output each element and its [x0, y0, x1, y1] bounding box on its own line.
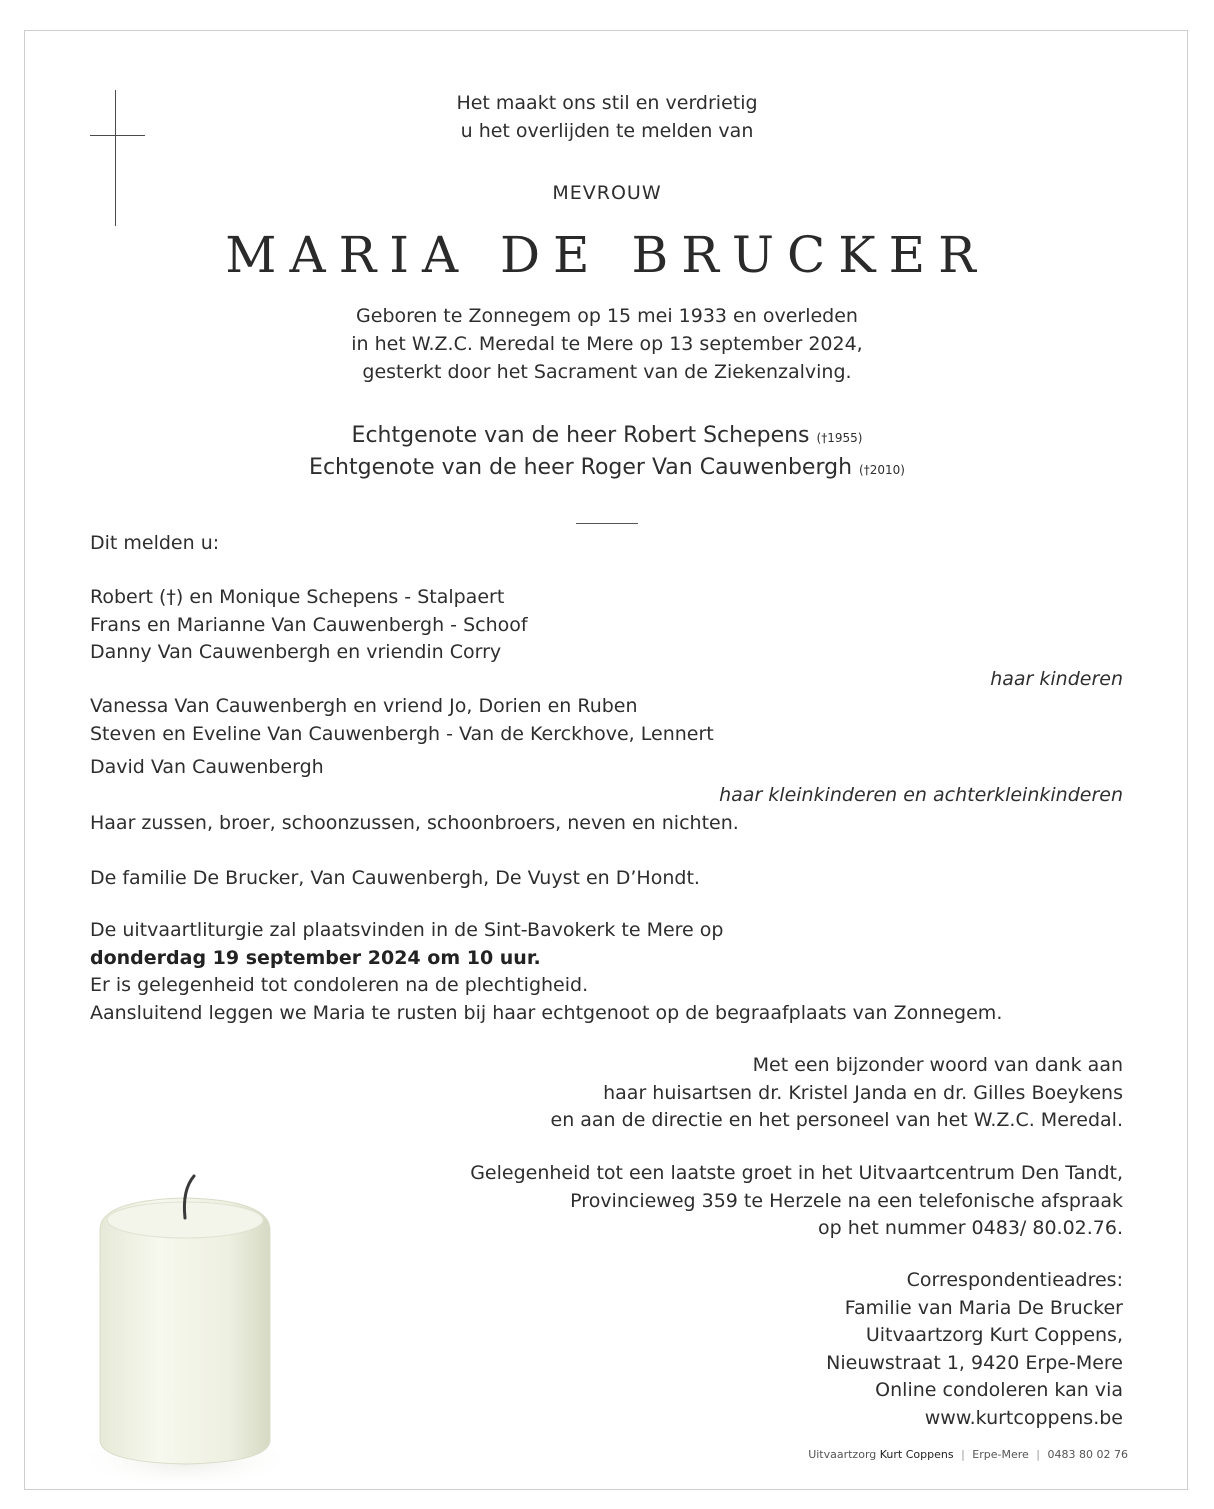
funeral-line: Aansluitend leggen we Maria te rusten bij haar echtgenoot op de begraafplaats van Zonnegem. [90, 1001, 1003, 1024]
spouse-name: Echtgenote van de heer Robert Schepens [351, 423, 810, 448]
footer-place: Erpe-Mere [972, 1448, 1029, 1461]
funeral-text [90, 917, 1002, 1027]
grandchildren-label: haar kleinkinderen en achterkleinkinderen [719, 784, 1123, 806]
visit-text [470, 1160, 1123, 1243]
visit-line: Provincieweg 359 te Herzele na een telefonische afspraak [570, 1189, 1123, 1212]
funeral-line: Er is gelegenheid tot condoleren na de plechtigheid. [90, 974, 589, 996]
funeral-line: De uitvaartliturgie zal plaatsvinden in de Sint-Bavokerk te Mere op [90, 919, 724, 941]
visit-line: op het nummer 0483/ 80.02.76. [817, 1217, 1123, 1239]
spouse-name: Echtgenote van de heer Roger Van Cauwenbergh [309, 455, 853, 480]
thanks-line: Met een bijzonder woord van dank aan [752, 1054, 1123, 1076]
address-line: Uitvaartzorg Kurt Coppens, [865, 1324, 1123, 1346]
children-label: haar kinderen [990, 668, 1123, 690]
family-text: De familie De Brucker, Van Cauwenbergh, De Vuyst en D’Hondt. [90, 867, 700, 889]
address-line: Familie van Maria De Brucker [844, 1296, 1123, 1319]
address-line: Nieuwstraat 1, 9420 Erpe-Mere [826, 1351, 1123, 1374]
born-line: Geboren te Zonnegem op 15 mei 1933 en overleden [356, 305, 858, 327]
spouses [0, 421, 1214, 485]
birth-death-text [0, 302, 1214, 386]
address-line: Online condoleren kan via [875, 1379, 1123, 1401]
children-list [90, 584, 528, 667]
footer-brand: Kurt Coppens [879, 1448, 954, 1461]
thanks-line: en aan de directie en het personeel van het W.Z.C. Meredal. [550, 1109, 1123, 1131]
siblings-text: Haar zussen, broer, schoonzussen, schoonbroers, neven en nichten. [90, 812, 739, 834]
list-item: David Van Cauwenbergh [90, 756, 324, 778]
intro-line: Het maakt ons stil en verdrietig [456, 92, 758, 114]
footer-prefix: Uitvaartzorg [808, 1448, 877, 1461]
list-item: Frans en Marianne Van Cauwenbergh - Schoof [90, 613, 528, 636]
thanks-text [551, 1052, 1124, 1135]
intro-line: u het overlijden te melden van [460, 120, 754, 142]
funeral-date: donderdag 19 september 2024 om 10 uur. [90, 946, 541, 969]
intro-text [0, 89, 1214, 145]
born-line: in het W.Z.C. Meredal te Mere op 13 september 2024, [351, 333, 863, 355]
website-link[interactable]: www.kurtcoppens.be [924, 1406, 1123, 1429]
born-line: gesterkt door het Sacrament van de Ziekenzalving. [362, 361, 852, 383]
thanks-line: haar huisartsen dr. Kristel Janda en dr. Gilles Boeykens [603, 1081, 1123, 1104]
footer-separator: | [961, 1448, 965, 1461]
list-item: Steven en Eveline Van Cauwenbergh - Van de Kerckhove, Lennert [90, 722, 714, 745]
footer-phone: 0483 80 02 76 [1047, 1448, 1128, 1461]
footer [808, 1448, 1128, 1461]
list-item: Danny Van Cauwenbergh en vriendin Corry [90, 641, 502, 663]
spouse-year: (†2010) [859, 463, 905, 477]
announce-text: Dit melden u: [90, 532, 220, 554]
address-line: Correspondentieadres: [906, 1269, 1123, 1291]
honorific: MEVROUW [552, 182, 662, 204]
correspondence-address [826, 1267, 1123, 1432]
deceased-name: MARIA DE BRUCKER [225, 226, 989, 284]
spouse-year: (†1955) [816, 431, 863, 445]
grandchildren-list [90, 693, 714, 782]
list-item: Robert (†) en Monique Schepens - Stalpaert [90, 586, 505, 608]
spouse-line [0, 421, 1214, 453]
footer-separator: | [1036, 1448, 1041, 1461]
divider [576, 523, 638, 524]
spouse-line [0, 453, 1214, 485]
candle-icon [70, 1160, 310, 1500]
visit-line: Gelegenheid tot een laatste groet in het Uitvaartcentrum Den Tandt, [470, 1162, 1123, 1184]
list-item: Vanessa Van Cauwenbergh en vriend Jo, Dorien en Ruben [90, 695, 638, 717]
